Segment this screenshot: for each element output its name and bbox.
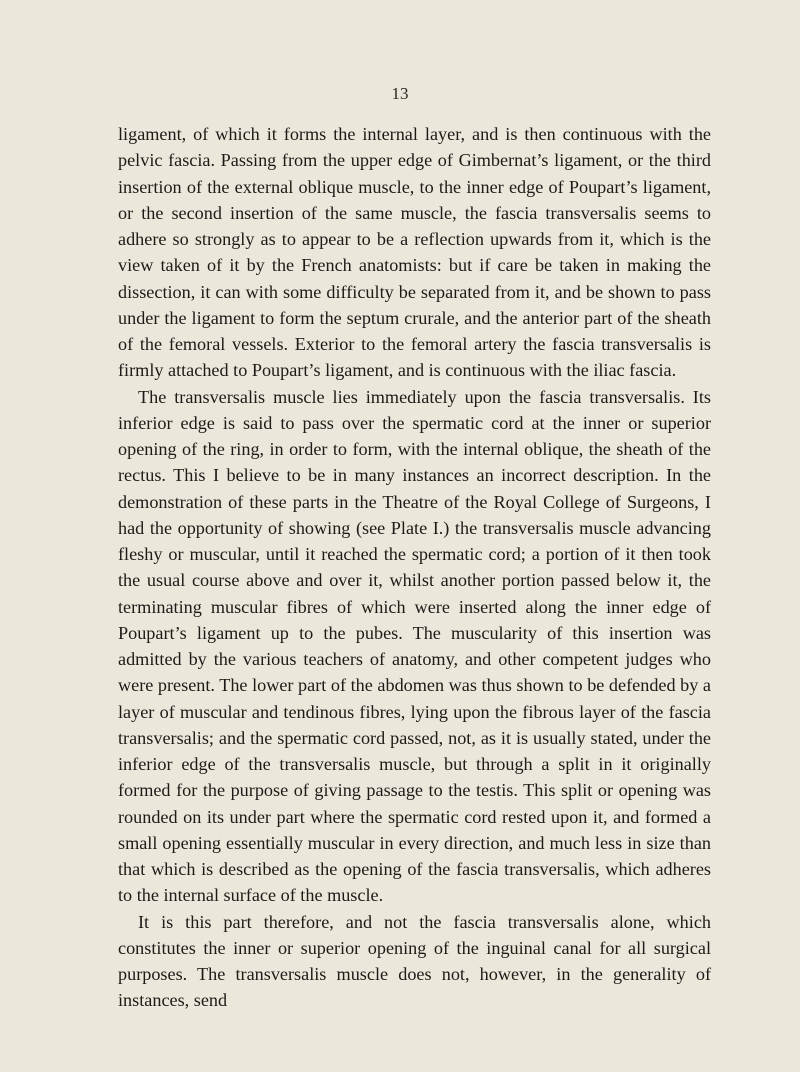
page-number: 13 xyxy=(391,84,409,103)
paragraph: The transversalis muscle lies immediately upon the fascia transversalis. Its inferior edge is said to pass over the spermatic cord at the inner or superior opening of the ring, in order to form, with the internal oblique, the sheath of the rectus. This I believe to be in many instances an incorrect description. In the demonstration of these parts in the Theatre of the Royal College of Surgeons, I had the opportunity of showing (see Plate I.) the transversalis muscle advancing fleshy or muscular, until it reached the spermatic cord; a portion of it then took the usual course above and over it, whilst another portion passed below it, the terminating muscular fibres of which were inserted along the inner edge of Poupart’s ligament up to the pubes. The muscularity of this insertion was admitted by the various teachers of anatomy, and other competent judges who were present. The lower part of the abdomen was thus shown to be defended by a layer of muscular and tendinous fibres, lying upon the fibrous layer of the fascia transversalis; and the spermatic cord passed, not, as it is usually stated, under the inferior edge of the transversalis muscle, but through a split in it originally formed for the purpose of giving passage to the testis. This split or opening was rounded on its under part where the spermatic cord rested upon it, and formed a small opening essentially muscular in every direction, and much less in size than that which is described as the opening of the fascia transversalis, which adheres to the internal surface of the muscle. xyxy=(118,386,711,906)
paragraph: It is this part therefore, and not the fascia transversalis alone, which constitutes the inner or superior opening of the inguinal canal for all surgical purposes. The transversalis muscle does not, however, in the generality of instances, send xyxy=(118,911,711,1011)
page-body xyxy=(118,121,711,1014)
paragraph: ligament, of which it forms the internal layer, and is then continuous with the pelvic fascia. Passing from the upper edge of Gimbernat’s ligament, or the third insertion of the external oblique muscle, to the inner edge of Poupart’s ligament, or the second insertion of the same muscle, the fascia transversalis seems to adhere so strongly as to appear to be a reflection upwards from it, which is the view taken of it by the French anatomists: but if care be taken in making the dissection, it can with some difficulty be separated from it, and be shown to pass under the ligament to form the septum crurale, and the anterior part of the sheath of the femoral vessels. Exterior to the femoral artery the fascia transversalis is firmly attached to Poupart’s ligament, and is continuous with the iliac fascia. xyxy=(118,124,711,381)
